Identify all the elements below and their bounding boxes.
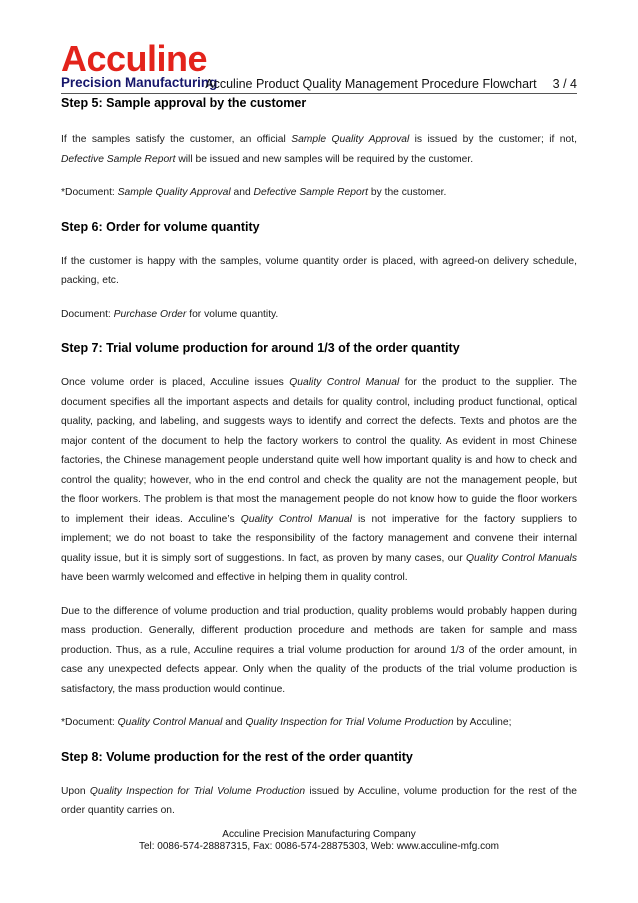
document-body	[61, 96, 577, 821]
company-logo: Acculine	[61, 38, 208, 79]
document-title: Acculine Product Quality Management Procedure Flowchart	[205, 77, 537, 91]
step6-heading: Step 6: Order for volume quantity	[61, 219, 260, 234]
page-header	[61, 38, 577, 96]
header-divider	[61, 93, 577, 94]
step7-paragraph-1: Once volume order is placed, Acculine issues Quality Control Manual for the product to the supplier. The document specifies all the important aspects and details for quality control, including product functional, optical quality, packing, and labeling, and suggests ways to identify and correct the defects. Texts and photos are the major content of the document to help the factory workers to control the quality. As evident in most Chinese factories, the Chinese management people understand quite well how important quality is and how to check and control the quality; however, who in the end control and check the quality are not the management people, but the floor workers. The problem is that most the management people do not know how to guide the floor workers to implement their ideas. Acculine’s Quality Control Manual is not imperative for the factory suppliers to implement; we do not boast to take the responsibility of the factory management and convene their internal quality issue, but it is simply sort of suggestions. In fact, as proven by many cases, our Quality Control Manuals have been warmly welcomed and effective in helping them in quality control.	[61, 377, 578, 583]
step5-document-note: *Document: Sample Quality Approval and Defective Sample Report by the customer.	[61, 187, 447, 198]
page-number: 3 / 4	[552, 77, 577, 91]
step8-paragraph: Upon Quality Inspection for Trial Volume Production issued by Acculine, volume production for the rest of the order quantity carries on.	[61, 785, 577, 816]
step5-heading: Step 5: Sample approval by the customer	[61, 96, 307, 110]
footer-contact: Tel: 0086-574-28887315, Fax: 0086-574-28875303, Web: www.acculine-mfg.com	[138, 841, 500, 852]
step8-heading: Step 8: Volume production for the rest of the order quantity	[61, 749, 413, 764]
step7-paragraph-2: Due to the difference of volume production and trial production, quality problems would probably happen during mass production. Generally, different production procedure and methods are taken for sample and mass production. Thus, as a rule, Acculine requires a trial volume production for around 1/3 of the order amount, in case any unexpected defects appear. Only when the quality of the products of the trial volume production is satisfactory, the mass production would continue.	[61, 605, 577, 695]
footer-company: Acculine Precision Manufacturing Company	[222, 829, 416, 840]
step7-heading: Step 7: Trial volume production for around 1/3 of the order quantity	[61, 341, 460, 355]
header-title	[205, 77, 577, 91]
step7-document-note: *Document: Quality Control Manual and Quality Inspection for Trial Volume Production by Acculine;	[61, 717, 512, 728]
step5-paragraph: If the samples satisfy the customer, an official Sample Quality Approval is issued by the customer; if not, Defective Sample Report will be issued and new samples will be required by the customer.	[61, 134, 577, 165]
step6-paragraph: If the customer is happy with the samples, volume quantity order is placed, with agreed-on delivery schedule, packing, etc.	[61, 255, 577, 286]
logo-tagline: Precision Manufacturing	[61, 75, 218, 90]
step6-document-note: Document: Purchase Order for volume quantity.	[61, 308, 279, 320]
